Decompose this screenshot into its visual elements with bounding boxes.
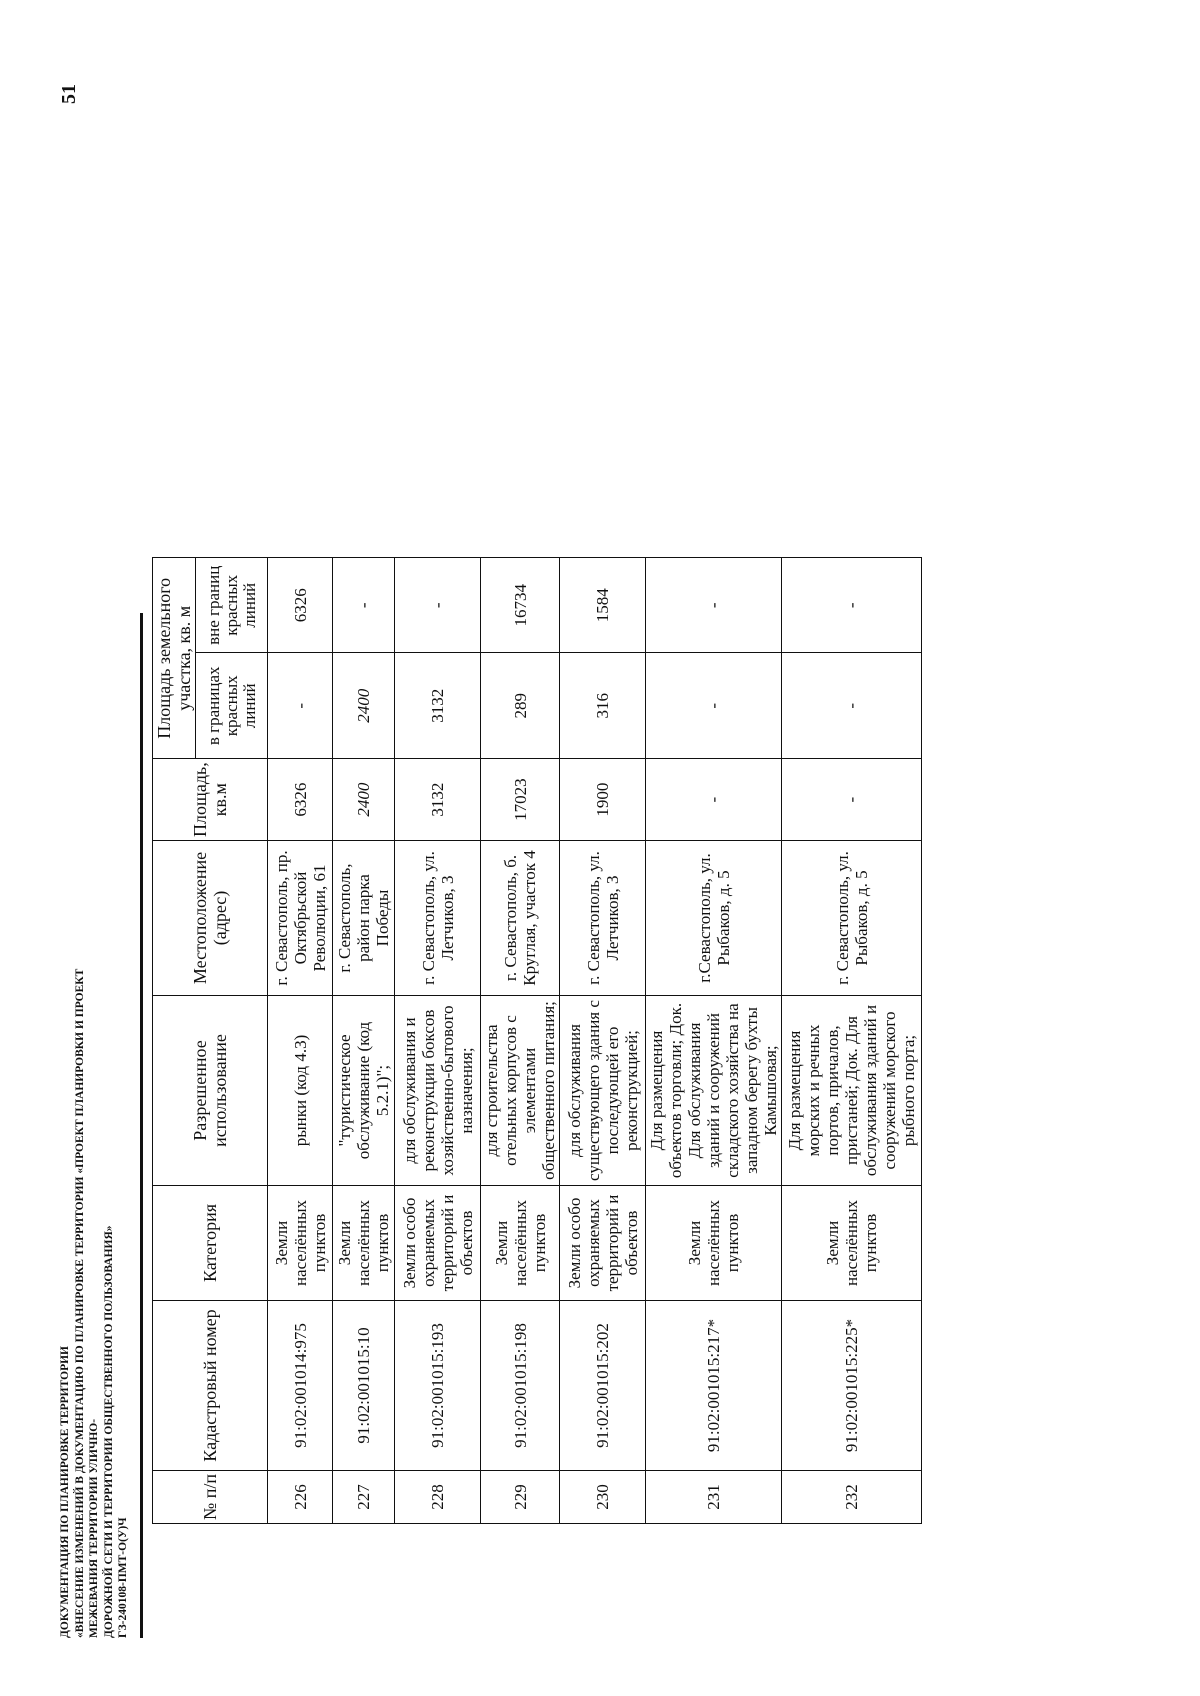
cell-cadastral: 91:02:001014:975 <box>268 1301 333 1471</box>
cell-location: г.Севастополь, ул. Рыбаков, д. 5 <box>646 841 782 996</box>
cell-outside: - <box>395 558 481 653</box>
header-plot-area: Площадь земельного участка, кв. м <box>153 558 196 759</box>
table-row <box>782 558 922 1524</box>
cell-inside: 289 <box>481 653 560 759</box>
cell-outside: 6326 <box>268 558 333 653</box>
cell-area: 3132 <box>395 759 481 841</box>
cell-cadastral: 91:02:001015:193 <box>395 1301 481 1471</box>
cell-cadastral: 91:02:001015:202 <box>560 1301 646 1471</box>
cell-location: г. Севастополь, район парка Победы <box>333 841 395 996</box>
header-location: Местоположение (адрес) <box>153 841 268 996</box>
header-use: Разрешенное использование <box>153 996 268 1186</box>
cell-use: для обслуживания существующего здания с последующей его реконструкцией; <box>560 996 646 1186</box>
cell-location: г. Севастополь, б. Круглая, участок 4 <box>481 841 560 996</box>
cell-area: 2400 <box>333 759 395 841</box>
cell-area: - <box>646 759 782 841</box>
header-area: Площадь, кв.м <box>153 759 268 841</box>
cell-use: Для размещения морских и речных портов, причалов, пристаней; Док. Для обслуживания зданий и сооружений морского рыбного порта; <box>782 996 922 1186</box>
cell-num: 227 <box>333 1471 395 1524</box>
cell-cadastral: 91:02:001015:217* <box>646 1301 782 1471</box>
header-inside: в границах красных линий <box>196 653 268 759</box>
cell-num: 226 <box>268 1471 333 1524</box>
cell-location: г. Севастополь, пр. Октябрьской Революции, 61 <box>268 841 333 996</box>
cell-location: г. Севастополь, ул. Рыбаков, д. 5 <box>782 841 922 996</box>
cell-inside: 2400 <box>333 653 395 759</box>
cell-category: Земли населённых пунктов <box>782 1186 922 1301</box>
cell-cadastral: 91:02:001015:225* <box>782 1301 922 1471</box>
cell-inside: - <box>782 653 922 759</box>
cell-category: Земли населённых пунктов <box>333 1186 395 1301</box>
cell-num: 228 <box>395 1471 481 1524</box>
table-row <box>333 558 395 1524</box>
cell-inside: - <box>646 653 782 759</box>
cell-use: "туристическое обслуживание (код 5.2.1)"; <box>333 996 395 1186</box>
header-cadastral: Кадастровый номер <box>153 1301 268 1471</box>
cell-use: для обслуживания и реконструкции боксов хозяйственно-бытового назначения; <box>395 996 481 1186</box>
cell-cadastral: 91:02:001015:198 <box>481 1301 560 1471</box>
cell-outside: - <box>333 558 395 653</box>
cell-inside: - <box>268 653 333 759</box>
cell-category: Земли населённых пунктов <box>268 1186 333 1301</box>
header-line: ДОКУМЕНТАЦИЯ ПО ПЛАНИРОВКЕ ТЕРРИТОРИИ <box>59 1346 71 1638</box>
header-outside: вне границ красных линий <box>196 558 268 653</box>
cell-num: 231 <box>646 1471 782 1524</box>
cell-category: Земли особо охраняемых территорий и объектов <box>395 1186 481 1301</box>
cell-cadastral: 91:02:001015:10 <box>333 1301 395 1471</box>
cell-area: - <box>782 759 922 841</box>
cell-outside: - <box>782 558 922 653</box>
table-row <box>646 558 782 1524</box>
cell-num: 229 <box>481 1471 560 1524</box>
cell-area: 1900 <box>560 759 646 841</box>
land-plots-table <box>152 557 922 1524</box>
header-category: Категория <box>153 1186 268 1301</box>
cell-category: Земли населённых пунктов <box>481 1186 560 1301</box>
cell-use: для строительства отельных корпусов с элементами общественного питания; <box>481 996 560 1186</box>
header-line: ДОРОЖНОЙ СЕТИ И ТЕРРИТОРИИ ОБЩЕСТВЕННОГО ПОЛЬЗОВАНИЯ» <box>102 1225 115 1638</box>
table-row <box>560 558 646 1524</box>
cell-num: 232 <box>782 1471 922 1524</box>
cell-inside: 316 <box>560 653 646 759</box>
cell-area: 6326 <box>268 759 333 841</box>
cell-inside: 3132 <box>395 653 481 759</box>
header-num: № п/п <box>153 1471 268 1524</box>
table-row <box>395 558 481 1524</box>
page-number: 51 <box>58 84 80 104</box>
cell-outside: - <box>646 558 782 653</box>
cell-num: 230 <box>560 1471 646 1524</box>
cell-outside: 16734 <box>481 558 560 653</box>
document-header <box>58 938 131 1638</box>
cell-category: Земли населённых пунктов <box>646 1186 782 1301</box>
cell-area: 17023 <box>481 759 560 841</box>
header-line: «ВНЕСЕНИЕ ИЗМЕНЕНИЙ В ДОКУМЕНТАЦИЮ ПО ПЛАНИРОВКЕ ТЕРРИТОРИИ «ПРОЕКТ ПЛАНИРОВКИ И ПРОЕКТ МЕЖЕВАНИЯ ТЕРРИТОРИИ УЛИЧНО- <box>73 968 100 1638</box>
cell-use: рынки (код 4.3) <box>268 996 333 1186</box>
cell-outside: 1584 <box>560 558 646 653</box>
cell-category: Земли особо охраняемых территорий и объектов <box>560 1186 646 1301</box>
cell-use: Для размещения объектов торговли; Док. Для обслуживания зданий и сооружений складского хозяйства на западном берегу бухты Камышовая; <box>646 996 782 1186</box>
header-divider <box>140 613 143 1638</box>
cell-location: г. Севастополь, ул. Летчиков, 3 <box>560 841 646 996</box>
cell-location: г. Севастополь, ул. Летчиков, 3 <box>395 841 481 996</box>
header-line: ГЗ-240108-ПМТ-О(У)Ч <box>117 1517 129 1638</box>
table-row <box>268 558 333 1524</box>
table-row <box>481 558 560 1524</box>
